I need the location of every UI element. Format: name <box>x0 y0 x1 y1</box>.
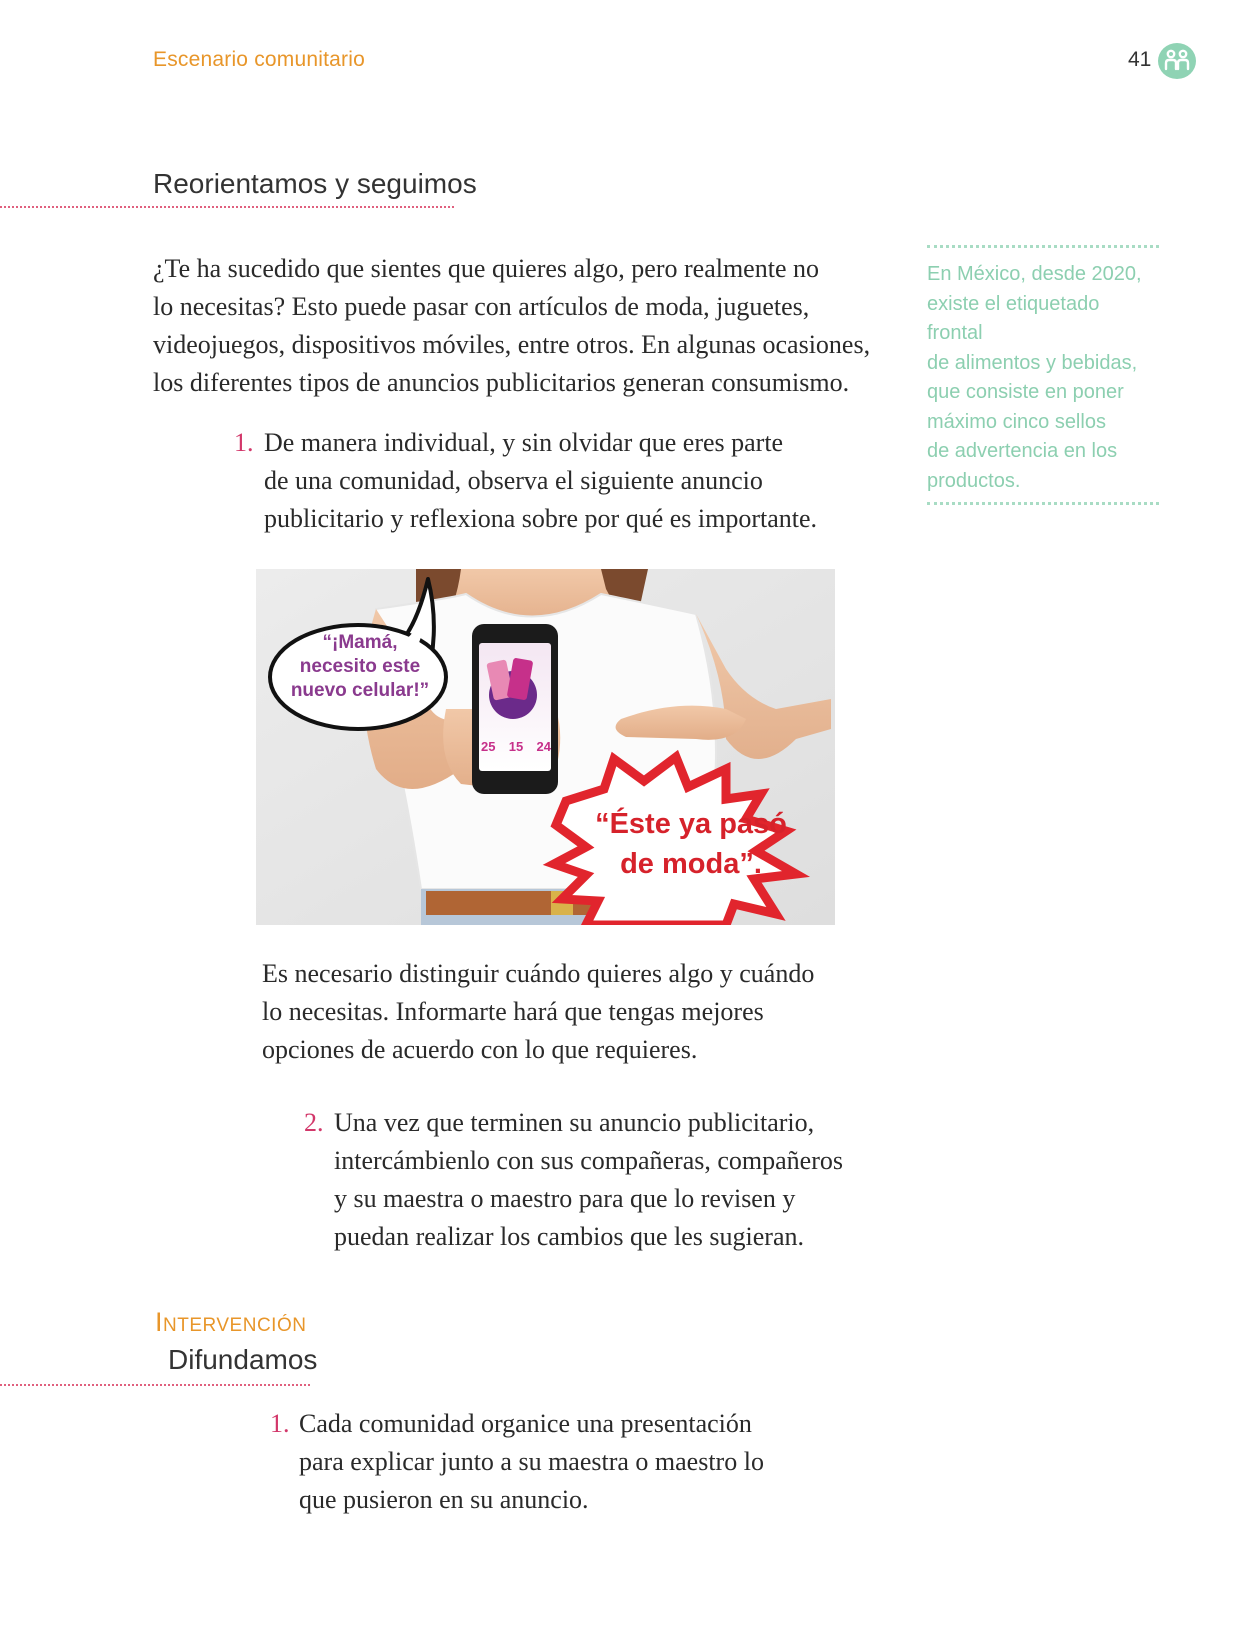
step-1-line: publicitario y reflexiona sobre por qué es importante. <box>264 504 818 533</box>
people-group-icon <box>1158 43 1196 79</box>
starburst-line: de moda”. <box>620 848 762 880</box>
intervencion-step-number: 1. <box>270 1409 290 1438</box>
intervencion-line: para explicar junto a su maestra o maestro lo <box>299 1447 764 1476</box>
distinguish-line: opciones de acuerdo con lo que requieres. <box>262 1035 698 1064</box>
step-1-text <box>264 424 884 538</box>
phone-number: 24 <box>536 739 551 754</box>
bubble-mom-line: necesito este <box>299 656 421 677</box>
distinguish-line: Es necesario distinguir cuándo quieres algo y cuándo <box>262 959 815 988</box>
distinguish-line: lo necesitas. Informarte hará que tengas mejores <box>262 997 764 1026</box>
starburst-text <box>586 804 796 884</box>
side-note-line: máximo cinco sellos <box>927 410 1106 433</box>
intervencion-line: Cada comunidad organice una presentación <box>299 1409 752 1438</box>
sub-title-rule <box>0 1384 310 1386</box>
distinguish-paragraph <box>262 955 882 1069</box>
phone-number: 25 <box>481 739 496 754</box>
step-1-line: de una comunidad, observa el siguiente anuncio <box>264 466 763 495</box>
page-number: 41 <box>1128 48 1152 71</box>
step-2-line: puedan realizar los cambios que les sugieran. <box>334 1222 804 1251</box>
side-note-line: que consiste en poner <box>927 381 1124 403</box>
bubble-mom-text <box>280 631 440 703</box>
side-note <box>927 245 1159 505</box>
side-note-line: de alimentos y bebidas, <box>927 351 1138 374</box>
community-badge-icon <box>1158 43 1196 79</box>
intro-paragraph <box>153 250 913 402</box>
section-title: Reorientamos y seguimos <box>153 168 477 199</box>
phone-screen-numbers <box>481 739 551 754</box>
bubble-mom-line: nuevo celular!” <box>290 680 430 701</box>
section-title-rule <box>0 206 454 208</box>
sub-title: Difundamos <box>168 1344 318 1375</box>
intervencion-step-text <box>299 1405 899 1519</box>
step-2-number: 2. <box>304 1108 324 1137</box>
intervencion-line: que pusieron en su anuncio. <box>299 1485 589 1514</box>
step-1-number: 1. <box>234 428 254 457</box>
intro-line: ¿Te ha sucedido que sientes que quieres algo, pero realmente no <box>153 254 819 283</box>
running-head: Escenario comunitario <box>153 48 365 71</box>
phone-number: 15 <box>508 739 524 754</box>
side-note-line: existe el etiquetado frontal <box>927 292 1100 344</box>
smartphone-icon <box>472 624 558 794</box>
intro-line: videojuegos, dispositivos móviles, entre otros. En algunas ocasiones, <box>153 330 871 359</box>
intro-line: los diferentes tipos de anuncios publicitarios generan consumismo. <box>153 368 850 397</box>
intro-line: lo necesitas? Esto puede pasar con artículos de moda, juguetes, <box>153 292 810 321</box>
starburst-line: “Éste ya pasó <box>595 808 787 840</box>
bubble-mom-line: “¡Mamá, <box>322 632 398 653</box>
step-2-line: intercámbienlo con sus compañeras, compañeros <box>334 1146 843 1175</box>
advertisement-illustration <box>256 569 835 925</box>
step-2-line: y su maestra o maestro para que lo revisen y <box>334 1184 796 1213</box>
step-2-line: Una vez que terminen su anuncio publicitario, <box>334 1108 815 1137</box>
side-note-line: productos. <box>927 469 1021 492</box>
phase-label: Intervención <box>155 1307 307 1337</box>
step-2-text <box>334 1104 934 1256</box>
side-note-line: de advertencia en los <box>927 440 1118 462</box>
step-1-line: De manera individual, y sin olvidar que eres parte <box>264 428 784 457</box>
side-note-line: En México, desde 2020, <box>927 263 1142 285</box>
